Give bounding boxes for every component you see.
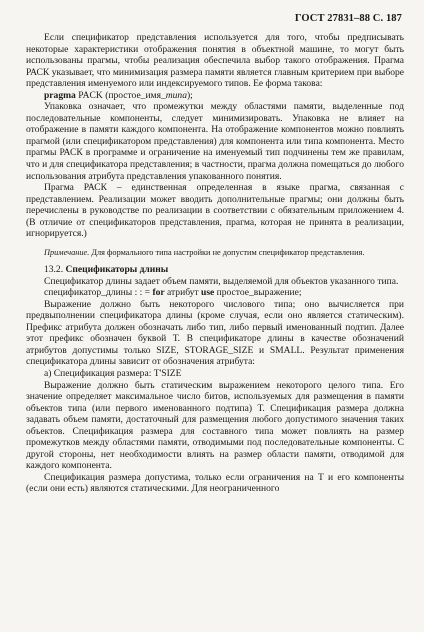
note-label: Примечание.: [44, 247, 90, 257]
page-header: ГОСТ 27831–88 С. 187: [294, 13, 402, 24]
syntax-attribute: атрибут: [164, 287, 202, 299]
paragraph-length-clause: Спецификатор длины задает объем памяти, выделяемой для объектов указанного типа.: [44, 275, 399, 287]
for-keyword: for: [152, 287, 165, 299]
paragraph-expression: Выражение должно быть некоторого числового типа; оно вычисляется при предвыполнении спецификатора длины (кроме случая, если оно является статическим). Префикс атрибута должен обозначать либо тип, либо первый именованный подтип. Далее этот префикс обозначен буквой Т. В спецификаторе длины в качестве обозначений атрибутов допустимы только SIZE, STORAGE_SIZE и SMALL. Результат применения спецификатора длины зависит от обозначения атрибута:: [26, 298, 404, 368]
paragraph-pack-only-pragma: Прагма РАСК – единственная определенная в языке прагма, связанная с представлением. Реализации может вводить дополнительные прагмы; они должны быть перечислены в руководстве по реализации в соответствии с обязательным приложением 4. (В отличие от спецификаторов представления, прагма, которая не принята в реализации, игнорируется.): [26, 182, 404, 240]
syntax-expression: простое_выражение;: [214, 287, 302, 299]
pragma-pack-syntax: [26, 90, 404, 102]
page-body: [26, 32, 404, 495]
syntax-head: спецификатор_длины : : =: [44, 287, 153, 299]
section-title: Спецификаторы длины: [63, 264, 169, 276]
section-number: 13.2.: [44, 264, 64, 276]
item-size-specification: а) Спецификация размера: T'SIZE: [44, 367, 182, 379]
pragma-syntax-type: типа: [165, 89, 187, 101]
pragma-syntax-text: PACK (простое_имя_: [75, 89, 166, 101]
use-keyword: use: [201, 287, 215, 299]
note: [26, 248, 404, 258]
pragma-syntax-end: );: [186, 89, 193, 101]
paragraph-size-spec: Выражение должно быть статическим выражением некоторого целого типа. Его значение определяет максимальное число битов, используемых для размещения в памяти объектов типа (или первого именованного подтипа) Т. Спецификация размера должна задавать объем памяти, достаточный для размещения любого допустимого значения таких объектов. Спецификация размера для составного типа может повлиять на размер промежутков между областями памяти, отводимыми под последовательные компоненты. С другой стороны, нет необходимости влиять на размер области памяти, отводимой для каждого компонента.: [26, 379, 404, 472]
paragraph-packing: Упаковка означает, что промежутки между областями памяти, выделенные под последовательные компоненты, следует минимизировать. Упаковка не влияет на отображение в памяти каждого компонента. На отображение компонентов можно повлиять прагмой (или спецификатором представления) для компонента или типа компонента. Место прагмы РАСК в программе и ограничение на именуемый тип подчинены тем же правилам, что и для спецификатора представления; в частности, прагма должна помещаться до любого использования атрибута представления упакованного понятия.: [26, 101, 404, 182]
length-clause-syntax: [26, 287, 404, 299]
paragraph-size-static: Спецификация размера допустима, только если ограничения на Т и его компоненты (если они есть) являются статическими. Для неограниченного: [26, 471, 404, 495]
paragraph-pack-intro: Если спецификатор представления используется для того, чтобы предписывать некоторые характеристики отображения понятия в объектной машине, то могут быть использованы прагмы, чтобы реализация обеспечила выбор такого отображения. Прагма РАСК указывает, что минимизация размера памяти является главным критерием при выборе представления именуемого или индексируемого типов. Ее форма такова:: [26, 32, 404, 90]
note-text: Для формального типа настройки не допустим спецификатор представления.: [89, 247, 365, 257]
section-heading: [26, 264, 404, 276]
pragma-keyword: pragma: [44, 89, 76, 101]
